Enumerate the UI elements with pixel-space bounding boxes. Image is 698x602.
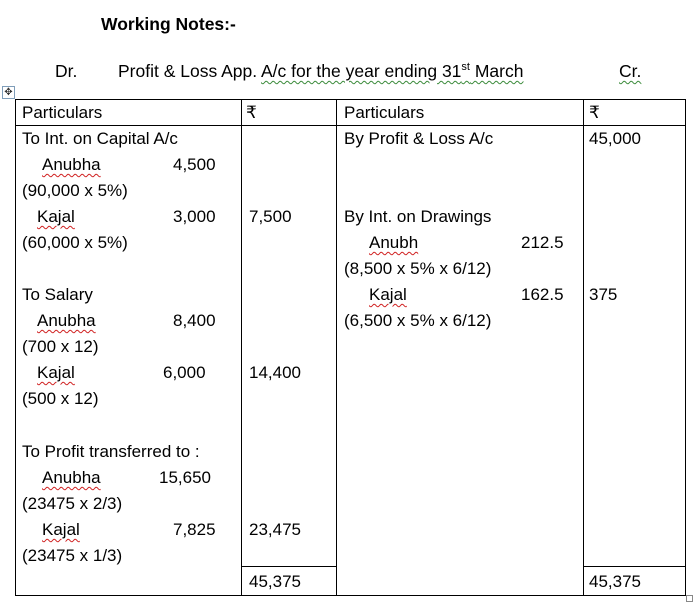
header-currency-debit: ₹ [246,103,257,122]
table-border-bottom [15,595,686,596]
int-capital-partner1-amount: 4,500 [173,155,216,174]
header-currency-credit: ₹ [589,103,600,122]
salary-partner2-name: Kajal [37,363,75,382]
header-particulars-credit: Particulars [344,103,425,122]
table-total-separator-right [583,566,686,567]
pl-account-label: By Profit & Loss A/c [344,129,494,148]
table-border-left [15,99,16,596]
working-notes-heading: Working Notes:- [101,14,236,34]
debit-marker: Dr. [55,61,78,81]
int-capital-partner2-amount: 3,000 [173,207,216,226]
table-header-separator [15,125,686,126]
credit-grand-total: 45,375 [589,572,641,591]
int-capital-partner1-name: Anubha [42,155,101,174]
int-drawings-total: 375 [589,285,618,304]
profit-partner2-amount: 7,825 [173,520,216,539]
table-col-divider-1 [241,99,242,596]
salary-partner2-calc: (500 x 12) [22,389,99,408]
salary-partner2-amount: 6,000 [163,363,206,382]
profit-partner1-calc: (23475 x 2/3) [22,494,123,513]
profit-partner2-calc: (23475 x 1/3) [22,546,123,565]
account-title-underlined: A/c for the year ending 31st March [261,61,524,81]
table-resize-handle[interactable] [686,595,693,602]
table-col-divider-2 [336,99,337,596]
account-title-prefix: Profit & Loss App. [118,61,261,81]
profit-partner1-amount: 15,650 [159,468,211,487]
int-drawings-partner2-name: Kajal [369,285,407,304]
table-move-handle-icon[interactable]: ✥ [2,86,15,99]
int-drawings-partner1-name: Anubh [369,233,419,252]
profit-total: 23,475 [249,520,301,539]
int-drawings-partner1-amount: 212.5 [521,233,564,252]
int-drawings-partner2-calc: (6,500 x 5% x 6/12) [344,311,492,330]
table-border-right [685,99,686,596]
table-col-divider-3 [583,99,584,596]
salary-label: To Salary [22,285,93,304]
debit-grand-total: 45,375 [249,572,301,591]
profit-transfer-label: To Profit transferred to : [22,442,200,461]
table-border-top [15,99,686,100]
int-capital-total: 7,500 [249,207,292,226]
int-capital-partner1-calc: (90,000 x 5%) [22,181,128,200]
salary-partner1-amount: 8,400 [173,311,216,330]
int-drawings-partner1-calc: (8,500 x 5% x 6/12) [344,259,492,278]
account-title [118,61,523,82]
salary-partner1-name: Anubha [37,311,96,330]
salary-total: 14,400 [249,363,301,382]
ordinal-suffix: st [461,61,470,73]
profit-partner1-name: Anubha [42,468,101,487]
int-drawings-partner2-amount: 162.5 [521,285,564,304]
profit-partner2-name: Kajal [42,520,80,539]
pl-account-amount: 45,000 [589,129,641,148]
int-capital-label: To Int. on Capital A/c [22,129,178,148]
int-capital-partner2-calc: (60,000 x 5%) [22,233,128,252]
int-drawings-label: By Int. on Drawings [344,207,492,226]
credit-marker: Cr. [619,61,642,81]
table-total-separator-left [241,566,337,567]
salary-partner1-calc: (700 x 12) [22,337,99,356]
header-particulars-debit: Particulars [22,103,103,122]
int-capital-partner2-name: Kajal [37,207,75,226]
